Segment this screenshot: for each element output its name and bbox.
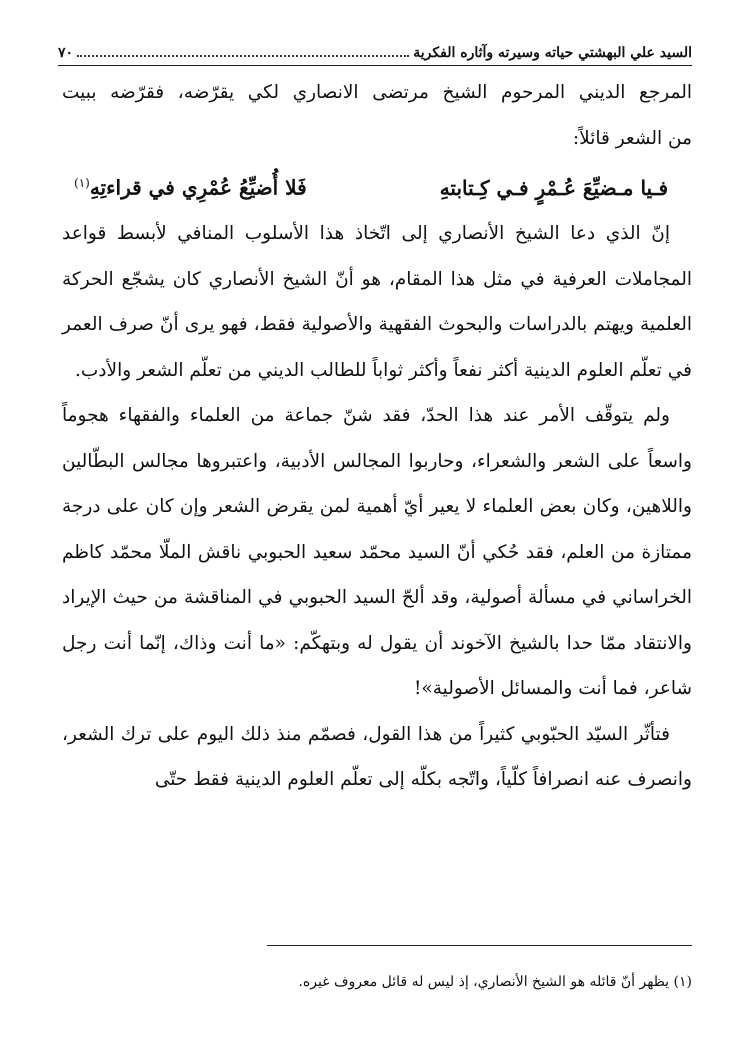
paragraph-1-line-1: المرجع الديني المرحوم الشيخ مرتضى الانصاري‏ لكي يقرّضه، فقرّضه ببيت [62,82,692,103]
verse-second-hemistich [74,161,307,211]
paragraph-3: ولم يتوقّف الأمر عند هذا الحدّ، فقد شنّ جماعة من العلماء والفقهاء هجوماً واسعاً على الشعر والشعراء، وحاربوا المجالس الأدبية، واعتبروها مجالس البطّالين واللاهين، وكان بعض العلماء لا يعير أيّ أهمية لمن يقرض الشعر وإن كان على درجة ممتازة من العلم، فقد حُكي أنّ السيد محمّد سعيد الحبوبي ناقش الملّا محمّد كاظم الخراساني في مسألة أصولية، وقد ألحّ السيد الحبوبي في المناقشة من حيث الإيراد والانتقاد ممّا حدا بالشيخ الآخوند أن يقول له وبتهكّم: «ما أنت وذاك، إنّما أنت رجل شاعر، فما أنت والمسائل الأصولية»! [62,405,692,700]
body-text [62,70,692,803]
paragraph-1-line-2: من الشعر قائلاً: [572,127,692,149]
footnote-separator [267,945,692,946]
paragraph-2: إنّ الذي دعا الشيخ الأنصاري‏ إلى اتّخاذ هذا الأسلوب المنافي لأبسط قواعد المجاملات العرفية في مثل هذا المقام، هو أنّ الشيخ الأنصاري كان يشجّع الحركة العلمية ويهتم بالدراسات والبحوث الفقهية والأصولية فقط، فهو يرى أنّ صرف العمر في تعلّم العلوم الدينية أكثر نفعاً وأكثر ثواباً للطالب الديني من تعلّم الشعر والأدب. [62,223,692,381]
running-header [58,34,692,66]
header-dot-leader [77,55,409,57]
paragraph-4: فتأثّر السيّد الحبّوبي كثيراً من هذا القول، فصمّم منذ ذلك اليوم على ترك الشعر، وانصرف عنه انصرافاً كلّياً، واتّجه بكلّه إلى تعلّم العلوم الدينية فقط حتّى [62,723,692,791]
header-title: السيد علي البهشتي حياته وسيرته وآثاره الفكرية [413,45,692,61]
verse-first-hemistich: فـيا مـضيِّعَ عُـمْرٍ فـي كِـتابتهِ [439,175,668,200]
poetry-verse [62,161,692,211]
footnote: (١) يظهر أنّ قائله هو الشيخ الأنصاري، إذ ليس له قائل معروف غيره. [298,974,692,990]
footnote-marker: (١) [74,176,90,190]
verse-second-text: فَلا أُضيِّعُ عُمْرِي في قراءتِهِ [89,175,307,200]
page-number: ٧٠ [58,45,74,61]
